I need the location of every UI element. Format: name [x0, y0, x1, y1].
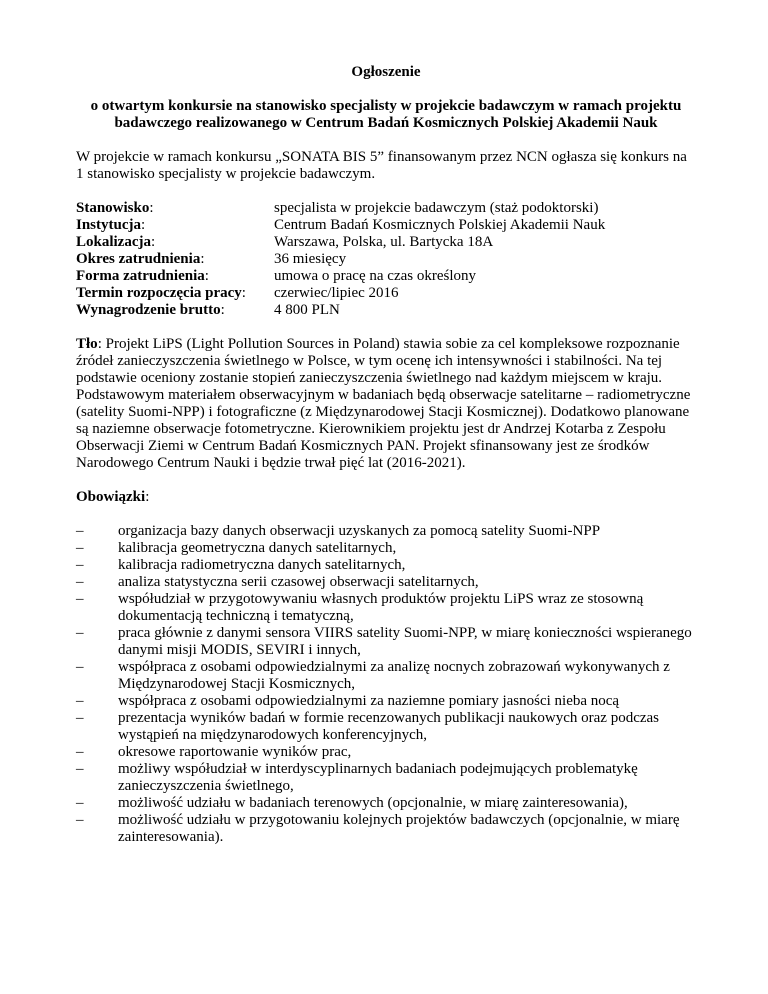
- dash-bullet: –: [76, 812, 84, 828]
- field-label-employment-form: Forma zatrudnienia:: [76, 268, 209, 284]
- field-value-position: specjalista w projekcie badawczym (staż podoktorski): [274, 200, 599, 216]
- list-item: – współudział w przygotowywaniu własnych produktów projektu LiPS wraz ze stosowną dokumentacją techniczną i tematyczną,: [76, 591, 644, 624]
- dash-bullet: –: [76, 625, 84, 641]
- list-item: – możliwość udziału w badaniach terenowych (opcjonalnie, w miarę zainteresowania),: [76, 795, 628, 811]
- field-value-location: Warszawa, Polska, ul. Bartycka 18A: [274, 234, 494, 250]
- document-title: Ogłoszenie: [351, 64, 421, 80]
- dash-bullet: –: [76, 523, 84, 539]
- intro-paragraph: W projekcie w ramach konkursu „SONATA BIS 5” finansowanym przez NCN ogłasza się konkurs na 1 stanowisko specjalisty w projekcie badawczym.: [76, 149, 687, 182]
- field-value-start-date: czerwiec/lipiec 2016: [274, 285, 399, 301]
- list-item: – współpraca z osobami odpowiedzialnymi za naziemne pomiary jasności nieba nocą: [76, 693, 620, 709]
- list-item: – współpraca z osobami odpowiedzialnymi za analizę nocnych zobrazowań wykonywanych z Międzynarodowej Stacji Kosmicznych,: [76, 659, 670, 692]
- list-item: – praca głównie z danymi sensora VIIRS satelity Suomi-NPP, w miarę konieczności wspieranego danymi misji MODIS, SEVIRI i innych,: [76, 625, 692, 658]
- dash-bullet: –: [76, 795, 84, 811]
- list-item: – organizacja bazy danych obserwacji uzyskanych za pomocą satelity Suomi-NPP: [76, 523, 601, 539]
- duties-heading: Obowiązki:: [76, 489, 150, 505]
- list-item: – możliwy współudział w interdyscyplinarnych badaniach podejmujących problematykę zanieczyszczenia świetlnego,: [76, 761, 638, 794]
- field-label-position: Stanowisko:: [76, 200, 154, 216]
- dash-bullet: –: [76, 557, 84, 573]
- background-paragraph: Tło: Projekt LiPS (Light Pollution Sources in Poland) stawia sobie za cel kompleksowe rozpoznanie źródeł zanieczyszczenia świetlnego w Polsce, w tym ocenę ich intensywności i stabilności. Na tej podstawie oceniony zostanie stopień zanieczyszczenia świetlnego nad każdym miejscem w kraju. Podstawowym materiałem obserwacyjnym w badaniach będą obserwacje satelitarne – radiometryczne (satelity Suomi-NPP) i fotograficzne (z Międzynarodowej Stacji Kosmicznej). Dodatkowo planowane są naziemne obserwacje fotometryczne. Kierownikiem projektu jest dr Andrzej Kotarba z Zespołu Obserwacji Ziemi w Centrum Badań Kosmicznych PAN. Projekt sfinansowany jest ze środków Narodowego Centrum Nauki i będzie trwał pięć lat (2016-2021).: [76, 336, 691, 471]
- list-item: – prezentacja wyników badań w formie recenzowanych publikacji naukowych oraz podczas wystąpień na międzynarodowych konferencyjnych,: [76, 710, 660, 743]
- dash-bullet: –: [76, 761, 84, 777]
- field-label-duration: Okres zatrudnienia:: [76, 251, 205, 267]
- duties-list: [76, 523, 696, 846]
- field-value-employment-form: umowa o pracę na czas określony: [274, 268, 477, 284]
- dash-bullet: –: [76, 659, 84, 675]
- background-label: Tło: [76, 336, 98, 352]
- job-details: [76, 200, 696, 319]
- dash-bullet: –: [76, 710, 84, 726]
- list-item: – okresowe raportowanie wyników prac,: [76, 744, 352, 760]
- document-page: [76, 64, 696, 846]
- document-subtitle: o otwartym konkursie na stanowisko specjalisty w projekcie badawczym w ramach projektu badawczego realizowanego w Centrum Badań Kosmicznych Polskiej Akademii Nauk: [90, 98, 682, 131]
- dash-bullet: –: [76, 540, 84, 556]
- field-value-duration: 36 miesięcy: [274, 251, 347, 267]
- background-text: Projekt LiPS (Light Pollution Sources in Poland) stawia sobie za cel kompleksowe rozpoznanie źródeł zanieczyszczenia świetlnego w Polsce, w tym ocenę ich intensywności i stabilności. Na tej podstawie oceniony zostanie stopień zanieczyszczenia świetlnego nad każdym miejscem w kraju. Podstawowym materiałem obserwacyjnym w badaniach będą obserwacje satelitarne – radiometryczne (satelity Suomi-NPP) i fotograficzne (z Międzynarodowej Stacji Kosmicznej). Dodatkowo planowane są naziemne obserwacje fotometryczne. Kierownikiem projektu jest dr Andrzej Kotarba z Zespołu Obserwacji Ziemi w Centrum Badań Kosmicznych PAN. Projekt sfinansowany jest ze środków Narodowego Centrum Nauki i będzie trwał pięć lat (2016-2021).: [76, 336, 691, 471]
- dash-bullet: –: [76, 574, 84, 590]
- list-item: – kalibracja radiometryczna danych satelitarnych,: [76, 557, 406, 573]
- field-label-institution: Instytucja:: [76, 217, 146, 233]
- list-item: – możliwość udziału w przygotowaniu kolejnych projektów badawczych (opcjonalnie, w miarę zainteresowania).: [76, 812, 680, 845]
- field-value-salary: 4 800 PLN: [274, 302, 340, 318]
- dash-bullet: –: [76, 693, 84, 709]
- list-item: – kalibracja geometryczna danych satelitarnych,: [76, 540, 397, 556]
- field-label-location: Lokalizacja:: [76, 234, 156, 250]
- field-value-institution: Centrum Badań Kosmicznych Polskiej Akademii Nauk: [274, 217, 606, 233]
- list-item: – analiza statystyczna serii czasowej obserwacji satelitarnych,: [76, 574, 479, 590]
- dash-bullet: –: [76, 591, 84, 607]
- dash-bullet: –: [76, 744, 84, 760]
- field-label-start-date: Termin rozpoczęcia pracy:: [76, 285, 246, 301]
- field-label-salary: Wynagrodzenie brutto:: [76, 302, 225, 318]
